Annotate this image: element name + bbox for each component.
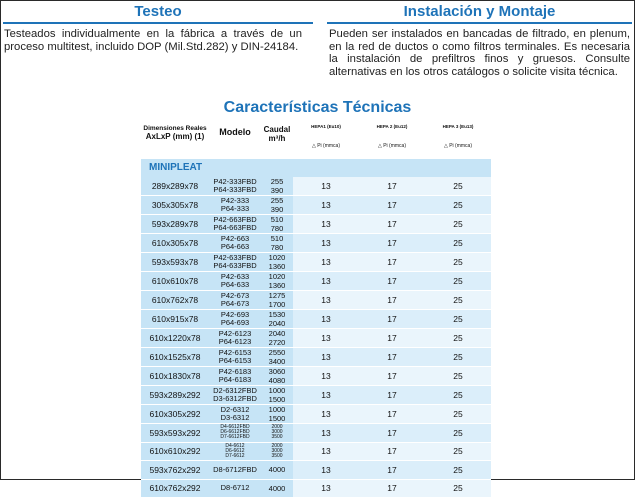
cell-dimensions (141, 424, 209, 443)
cell-hepa1 (293, 329, 359, 348)
cell-hepa2-line: 17 (387, 409, 397, 419)
cell-dimensions (141, 461, 209, 480)
cell-hepa3 (425, 461, 491, 480)
cell-hepa1-line: 13 (321, 427, 331, 438)
cell-hepa2-line: 17 (387, 295, 397, 305)
cell-model-line: P64-6183 (218, 375, 252, 384)
cell-hepa1-line: 13 (321, 464, 331, 475)
cell-dimensions (141, 310, 209, 329)
cell-flow-line: 3500 (271, 452, 283, 459)
cell-model (209, 329, 261, 348)
cell-dimensions (141, 348, 209, 367)
testeo-rule (3, 22, 313, 24)
cell-flow-line: 3400 (268, 357, 286, 366)
cell-flow-line: 390 (270, 186, 284, 195)
table-row (141, 196, 491, 215)
cell-model (209, 405, 261, 424)
table-row (141, 234, 491, 253)
cell-hepa1-line: 13 (321, 314, 331, 324)
cell-hepa2 (359, 253, 425, 272)
cell-flow-line: 2550 (268, 348, 286, 357)
cell-model-line: P64-693 (220, 318, 250, 327)
cell-model (209, 424, 261, 443)
cell-flow (261, 291, 293, 310)
cell-hepa3 (425, 348, 491, 367)
header-dimensions-line1: Dimensiones Reales (143, 125, 207, 132)
cell-hepa3 (425, 386, 491, 405)
header-dimensions-line2: AxLxP (mm) (1) (145, 132, 205, 141)
testeo-title: Testeo (134, 3, 182, 20)
cell-hepa3 (425, 253, 491, 272)
cell-model-line: P42-333FBD (213, 177, 257, 186)
table-row (141, 479, 491, 498)
cell-hepa2 (359, 177, 425, 196)
cell-model-line: P42-663FBD (213, 214, 257, 224)
cell-model-line: D6-6612 (225, 447, 245, 454)
cell-hepa2-line: 17 (387, 483, 397, 494)
cell-dimensions-line: 289x289x78 (151, 181, 199, 191)
header-flow-line2: m³/h (268, 134, 286, 143)
cell-hepa3 (425, 196, 491, 215)
cell-hepa1-line: 13 (321, 219, 331, 229)
cell-flow-line: 4000 (268, 483, 286, 493)
cell-hepa2 (359, 424, 425, 443)
table-row (141, 348, 491, 367)
cell-flow-line: 4000 (268, 465, 286, 475)
cell-dimensions (141, 442, 209, 461)
cell-flow-line: 4080 (268, 376, 286, 385)
cell-hepa2 (359, 386, 425, 405)
cell-flow-line: 1020 (268, 272, 286, 281)
cell-hepa2-line: 17 (387, 333, 397, 343)
cell-model-line: P42-693 (220, 309, 250, 319)
cell-hepa1-line: 13 (321, 446, 331, 457)
cell-flow (261, 310, 293, 329)
cell-flow-line: 1020 (268, 253, 286, 262)
cell-dimensions-line: 610x762x292 (149, 483, 201, 494)
cell-hepa1 (293, 386, 359, 405)
cell-hepa1 (293, 253, 359, 272)
cell-flow (261, 177, 293, 196)
cell-dimensions (141, 215, 209, 234)
group-label: MINIPLEAT (141, 159, 491, 177)
header-flow (261, 119, 293, 159)
header-dimensions (141, 119, 209, 159)
cell-flow-line: 3000 (271, 447, 283, 454)
cell-dimensions-line: 593x289x292 (149, 390, 201, 400)
cell-dimensions (141, 291, 209, 310)
cell-dimensions-line: 593x593x78 (151, 257, 199, 267)
cell-dimensions-line: 610x1830x78 (149, 371, 201, 381)
table-row (141, 310, 491, 329)
cell-hepa3 (425, 177, 491, 196)
cell-hepa2-line: 17 (387, 390, 397, 400)
cell-hepa2 (359, 196, 425, 215)
cell-flow-line: 780 (270, 224, 284, 233)
cell-model-line: D2-6312 (220, 404, 250, 414)
cell-hepa3-line: 25 (453, 427, 463, 438)
cell-hepa3-line: 25 (453, 181, 463, 191)
cell-hepa1 (293, 310, 359, 329)
cell-model (209, 272, 261, 291)
cell-model (209, 253, 261, 272)
cell-flow-line: 3500 (271, 434, 283, 441)
table-row (141, 405, 491, 424)
cell-hepa1 (293, 461, 359, 480)
cell-dimensions (141, 196, 209, 215)
table-row (141, 367, 491, 386)
cell-flow-line: 1500 (268, 414, 286, 423)
cell-hepa3 (425, 367, 491, 386)
cell-hepa1 (293, 291, 359, 310)
cell-model (209, 177, 261, 196)
cell-hepa1 (293, 177, 359, 196)
cell-hepa2-line: 17 (387, 427, 397, 438)
instalacion-title: Instalación y Montaje (403, 3, 556, 20)
cell-model-line: P64-633FBD (213, 261, 257, 270)
cell-flow-line: 1275 (268, 291, 286, 300)
cell-hepa3 (425, 329, 491, 348)
cell-dimensions-line: 610x305x292 (149, 409, 201, 419)
specs-table (141, 119, 491, 498)
cell-hepa2-line: 17 (387, 181, 397, 191)
cell-model-line: P42-663 (220, 233, 250, 243)
cell-model-line: P64-6153 (218, 356, 252, 365)
cell-dimensions-line: 305x305x78 (151, 200, 199, 210)
cell-hepa1-line: 13 (321, 409, 331, 419)
cell-hepa3 (425, 442, 491, 461)
cell-flow-line: 780 (270, 243, 284, 252)
cell-flow (261, 367, 293, 386)
cell-model-line: D2-6312FBD (213, 385, 257, 395)
cell-model-line: P42-633FBD (213, 252, 257, 262)
cell-flow (261, 234, 293, 253)
cell-hepa1 (293, 272, 359, 291)
cell-model (209, 234, 261, 253)
cell-hepa1 (293, 367, 359, 386)
cell-dimensions-line: 610x1525x78 (149, 352, 201, 362)
table-title: Características Técnicas (223, 99, 412, 116)
cell-flow-line: 510 (270, 234, 284, 243)
table-row (141, 386, 491, 405)
header-dp2: △ Pi (mmca) (359, 133, 425, 159)
cell-hepa2-line: 17 (387, 238, 397, 248)
cell-hepa2 (359, 329, 425, 348)
cell-flow-line: 255 (270, 196, 284, 205)
cell-dimensions (141, 272, 209, 291)
cell-hepa3-line: 25 (453, 333, 463, 343)
cell-flow-line: 1000 (268, 405, 286, 414)
cell-hepa2 (359, 461, 425, 480)
cell-hepa1 (293, 234, 359, 253)
cell-model-line: P64-333 (220, 204, 250, 213)
cell-model-line: D8-6712 (220, 483, 250, 492)
cell-hepa2 (359, 234, 425, 253)
cell-flow-line: 3000 (271, 429, 283, 436)
cell-flow-line: 3060 (268, 367, 286, 376)
header-hepa2: HEPA 2 (Eu12) (359, 119, 425, 133)
cell-hepa1 (293, 424, 359, 443)
cell-model (209, 386, 261, 405)
cell-model-line: D7-6612FBD (220, 434, 250, 441)
cell-hepa1-line: 13 (321, 295, 331, 305)
cell-hepa1-line: 13 (321, 276, 331, 286)
cell-hepa3-line: 25 (453, 446, 463, 457)
cell-model (209, 479, 261, 498)
cell-hepa3 (425, 310, 491, 329)
cell-dimensions (141, 386, 209, 405)
cell-flow (261, 348, 293, 367)
cell-hepa2-line: 17 (387, 219, 397, 229)
cell-dimensions-line: 610x610x292 (149, 446, 201, 457)
cell-flow-line: 390 (270, 205, 284, 214)
cell-dimensions-line: 593x289x78 (151, 219, 199, 229)
cell-hepa2 (359, 215, 425, 234)
cell-dimensions-line: 610x762x78 (151, 295, 199, 305)
cell-model-line: P64-673 (220, 299, 250, 308)
cell-flow (261, 215, 293, 234)
table-row (141, 442, 491, 461)
cell-flow (261, 461, 293, 480)
cell-hepa3 (425, 272, 491, 291)
cell-model-line: D3-6312 (220, 413, 250, 422)
cell-dimensions (141, 329, 209, 348)
cell-dimensions-line: 593x762x292 (149, 464, 201, 475)
cell-model-line: D4-6612FBD (220, 424, 250, 431)
cell-hepa2-line: 17 (387, 257, 397, 267)
cell-hepa3 (425, 424, 491, 443)
cell-model (209, 310, 261, 329)
cell-model (209, 442, 261, 461)
cell-hepa2-line: 17 (387, 314, 397, 324)
cell-flow-line: 510 (270, 215, 284, 224)
cell-flow-line: 2040 (268, 319, 286, 328)
cell-hepa3 (425, 405, 491, 424)
cell-dimensions-line: 593x593x292 (149, 427, 201, 438)
cell-flow-line: 2000 (271, 424, 283, 431)
table-row (141, 177, 491, 196)
cell-hepa2 (359, 405, 425, 424)
table-row (141, 291, 491, 310)
cell-model-line: P64-663 (220, 242, 250, 251)
cell-flow (261, 196, 293, 215)
cell-hepa2 (359, 272, 425, 291)
cell-model (209, 215, 261, 234)
cell-hepa1-line: 13 (321, 371, 331, 381)
cell-flow (261, 442, 293, 461)
cell-flow-line: 255 (270, 177, 284, 186)
cell-hepa3 (425, 234, 491, 253)
cell-model-line: P64-663FBD (213, 223, 257, 232)
cell-flow (261, 479, 293, 498)
cell-flow-line: 1360 (268, 262, 286, 271)
cell-hepa3-line: 25 (453, 464, 463, 475)
cell-hepa2-line: 17 (387, 200, 397, 210)
cell-model-line: P64-333FBD (213, 185, 257, 194)
cell-dimensions (141, 253, 209, 272)
cell-flow-line: 2000 (271, 442, 283, 449)
cell-hepa3-line: 25 (453, 257, 463, 267)
cell-flow (261, 253, 293, 272)
header-dp3: △ Pi (mmca) (425, 133, 491, 159)
cell-flow-line: 2720 (268, 338, 286, 347)
cell-model-line: D7-6612 (225, 452, 245, 459)
cell-model-line: P42-673 (220, 290, 250, 300)
cell-flow-line: 1360 (268, 281, 286, 290)
cell-model-line: D4-6612 (225, 442, 245, 449)
cell-model (209, 348, 261, 367)
cell-hepa2 (359, 367, 425, 386)
cell-hepa1-line: 13 (321, 200, 331, 210)
cell-hepa1-line: 13 (321, 238, 331, 248)
cell-hepa3-line: 25 (453, 295, 463, 305)
cell-model-line: P42-333 (220, 195, 250, 205)
cell-hepa1-line: 13 (321, 483, 331, 494)
cell-flow-line: 1500 (268, 395, 286, 404)
cell-model-line: P42-633 (220, 271, 250, 281)
cell-hepa2-line: 17 (387, 352, 397, 362)
cell-hepa1-line: 13 (321, 333, 331, 343)
header-hepa3: HEPA 3 (Eu13) (425, 119, 491, 133)
cell-model-line: D6-6612FBD (220, 429, 250, 436)
table-row (141, 461, 491, 480)
cell-flow (261, 272, 293, 291)
table-row (141, 253, 491, 272)
cell-flow-line: 1000 (268, 386, 286, 395)
cell-model-line: P42-6153 (218, 347, 252, 357)
cell-hepa1 (293, 215, 359, 234)
cell-hepa1 (293, 442, 359, 461)
cell-hepa3-line: 25 (453, 390, 463, 400)
table-row (141, 272, 491, 291)
table-row (141, 215, 491, 234)
table-row (141, 329, 491, 348)
header-hepa1: HEPA1 (Eu10) (293, 119, 359, 133)
cell-hepa1-line: 13 (321, 352, 331, 362)
cell-hepa1-line: 13 (321, 181, 331, 191)
cell-hepa3-line: 25 (453, 371, 463, 381)
cell-hepa3-line: 25 (453, 483, 463, 494)
cell-hepa2-line: 17 (387, 446, 397, 457)
cell-hepa3 (425, 215, 491, 234)
cell-hepa1 (293, 196, 359, 215)
cell-dimensions-line: 610x1220x78 (149, 333, 201, 343)
cell-hepa1-line: 13 (321, 390, 331, 400)
instalacion-rule (327, 22, 632, 24)
cell-dimensions (141, 405, 209, 424)
cell-flow (261, 329, 293, 348)
instalacion-text: Pueden ser instalados en bancadas de filtrado, en plenum, en la red de ductos o como filtros terminales. Es necesaria la instalación de prefiltros finos y gruesos. Consulte alternativas en los otros catálogos o solicite visita técnica. (329, 28, 630, 78)
cell-dimensions (141, 479, 209, 498)
cell-hepa1 (293, 348, 359, 367)
cell-dimensions-line: 610x915x78 (151, 314, 199, 324)
cell-flow-line: 2040 (268, 329, 286, 338)
cell-hepa3-line: 25 (453, 219, 463, 229)
cell-flow (261, 405, 293, 424)
cell-flow-line: 1700 (268, 300, 286, 309)
table-row (141, 424, 491, 443)
cell-model (209, 461, 261, 480)
cell-model-line: D3-6312FBD (213, 394, 257, 403)
cell-hepa2 (359, 479, 425, 498)
cell-hepa1-line: 13 (321, 257, 331, 267)
testeo-text: Testeados individualmente en la fábrica a través de un proceso multitest, incluido DOP (Mil.Std.282) y DIN-24184. (4, 28, 302, 53)
cell-hepa3 (425, 291, 491, 310)
cell-hepa2 (359, 348, 425, 367)
cell-hepa3-line: 25 (453, 238, 463, 248)
cell-flow-line: 1530 (268, 310, 286, 319)
cell-hepa2-line: 17 (387, 464, 397, 475)
cell-hepa1 (293, 479, 359, 498)
cell-hepa2 (359, 442, 425, 461)
cell-hepa3 (425, 479, 491, 498)
cell-model-line: P42-6123 (218, 328, 252, 338)
cell-model (209, 291, 261, 310)
cell-model-line: P64-6123 (218, 337, 252, 346)
cell-model-line: P42-6183 (218, 366, 252, 376)
cell-hepa3-line: 25 (453, 276, 463, 286)
cell-dimensions-line: 610x610x78 (151, 276, 199, 286)
cell-hepa3-line: 25 (453, 314, 463, 324)
cell-model-line: D8-6712FBD (213, 464, 257, 474)
cell-model (209, 196, 261, 215)
header-model: Modelo (209, 119, 261, 159)
cell-hepa2-line: 17 (387, 276, 397, 286)
cell-hepa2-line: 17 (387, 371, 397, 381)
cell-model-line: P64-633 (220, 280, 250, 289)
header-flow-line1: Caudal (263, 125, 291, 134)
cell-flow (261, 386, 293, 405)
cell-model (209, 367, 261, 386)
cell-dimensions (141, 234, 209, 253)
cell-hepa1 (293, 405, 359, 424)
cell-hepa3-line: 25 (453, 409, 463, 419)
cell-dimensions-line: 610x305x78 (151, 238, 199, 248)
cell-hepa3-line: 25 (453, 200, 463, 210)
cell-hepa2 (359, 310, 425, 329)
cell-dimensions (141, 177, 209, 196)
header-dp1: △ Pi (mmca) (293, 133, 359, 159)
cell-flow (261, 424, 293, 443)
cell-hepa3-line: 25 (453, 352, 463, 362)
cell-dimensions (141, 367, 209, 386)
cell-hepa2 (359, 291, 425, 310)
